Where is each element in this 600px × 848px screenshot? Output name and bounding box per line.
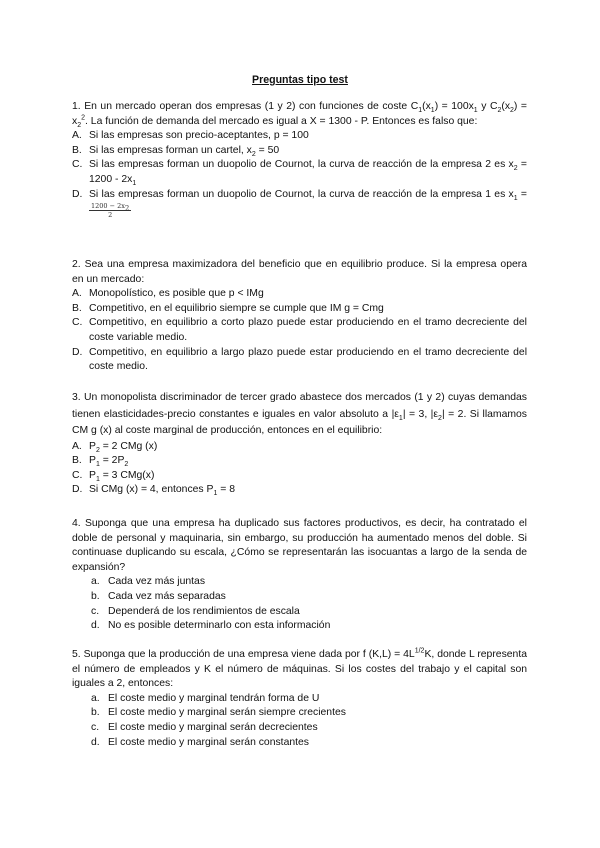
- question-2-stem: 2. Sea una empresa maximizadora del beneficio que en equilibrio produce. Si la empresa opera en un mercado:: [72, 259, 527, 285]
- option-b: B. $P_1 = 2P_2$: [72, 455, 129, 469]
- reaction-fraction: $\frac{1200 - 2x_2}{2}$: [91, 202, 130, 220]
- page-title: Preguntas tipo test: [252, 74, 348, 86]
- option-d: D. Competitivo, en equilibrio a largo plazo puede estar produciendo en el tramo decreciente del coste medio.: [72, 346, 527, 373]
- question-1-stem: 1. En un mercado operan dos empresas (1 y 2) con funciones de coste $C_1(x_1) = 100x_1$ y $C_2(x_2) = x_2^2$. La función de demanda del mercado es igual a X = 1300 - P. Entonces es falso que:: [72, 101, 527, 129]
- option-d: d. El coste medio y marginal serán constantes: [91, 736, 309, 748]
- question-4-options: [72, 575, 527, 633]
- option-b: B. Si las empresas forman un cartel, $x_2 = 50$: [72, 144, 280, 158]
- option-a: a. Cada vez más juntas: [91, 576, 206, 588]
- question-4: [72, 517, 527, 634]
- option-d: D. Si CMg (x) = 4, entonces $P_1 = 8$: [72, 484, 235, 498]
- option-a: A. Si las empresas son precio-aceptantes, p = 100: [72, 130, 309, 142]
- option-c: c. Dependerá de los rendimientos de escala: [91, 605, 300, 617]
- option-c: C. Competitivo, en equilibrio a corto plazo puede estar produciendo en el tramo decreciente del coste variable medio.: [72, 317, 527, 343]
- option-a: A. $P_2 = 2$ CMg (x): [72, 440, 158, 454]
- question-3-options: [72, 440, 527, 498]
- question-2: [72, 258, 527, 375]
- question-4-stem: 4. Suponga que una empresa ha duplicado sus factores productivos, es decir, ha contratado el doble de personal y maquinaria, sin embargo, su producción ha aumentado menos del doble. Si continuase duplicando su escala, ¿Cómo se representarán las isocuantas a largo de la senda de expansión?: [72, 518, 527, 573]
- question-3: [72, 390, 527, 498]
- option-c: C. Si las empresas forman un duopolio de Cournot, la curva de reacción de la empresa 2 es $x_2 = 1200 - 2x_1$: [72, 159, 527, 188]
- question-3-stem: 3. Un monopolista discriminador de tercer grado abastece dos mercados (1 y 2) cuyas demandas tienen elasticidades-precio constantes e iguales en valor absoluto a $|\varepsilon_1| = 3$, $|\varepsilon_2| = 2$. Si llamamos CM g (x) al coste marginal de producción, entonces en el equilibrio:: [72, 392, 527, 436]
- option-b: b. Cada vez más separadas: [91, 590, 226, 602]
- question-2-options: [72, 287, 527, 375]
- option-b: b. El coste medio y marginal serán siempre crecientes: [91, 707, 346, 719]
- option-a: a. El coste medio y marginal tendrán forma de U: [91, 692, 320, 704]
- option-c: c. El coste medio y marginal serán decrecientes: [91, 721, 318, 733]
- question-5: [72, 648, 527, 750]
- option-d: D. Si las empresas forman un duopolio de Cournot, la curva de reacción de la empresa 1 es $x_1$ = $\frac{1200 - 2x_2}{2}$: [72, 188, 527, 220]
- option-b: B. Competitivo, en el equilibrio siempre se cumple que IM g = Cmg: [72, 302, 384, 314]
- option-c: C. $P_1 = 3$ CMg(x): [72, 469, 155, 483]
- option-d: d. No es posible determinarlo con esta información: [91, 620, 331, 632]
- question-5-stem: 5. Suponga que la producción de una empresa viene dada por f $(K,L) = 4L^{1/2}K$, donde L representa el número de empleados y K el número de máquinas. Si los costes del trabajo y el capital son iguales a 2, entonces:: [72, 647, 527, 690]
- question-1: [72, 100, 527, 219]
- option-a: A. Monopolístico, es posible que p < IMg: [72, 288, 264, 300]
- question-5-options: [72, 692, 527, 750]
- question-1-options: [72, 129, 527, 219]
